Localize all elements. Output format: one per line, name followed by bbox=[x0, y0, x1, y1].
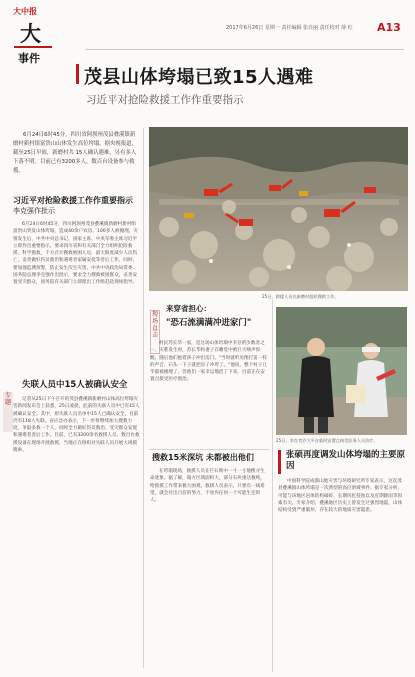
section-accent bbox=[278, 450, 281, 474]
section-title: 搜救15米深坑 未都被出他们 bbox=[152, 453, 254, 462]
photo-caption: 25日，救援人员在新磨村组织搜救工作。 bbox=[262, 294, 339, 299]
side-label: 现场直击 bbox=[150, 310, 160, 354]
section-title: 失联人员中15人被确认安全 bbox=[22, 380, 128, 390]
section-title: 习近平对抢险救援工作作重要指示 bbox=[13, 196, 133, 205]
section-body: 在垮塌现场，救援人员在巨石堆中一寸一寸地搜寻生命迹象。据了解，塌方区域面积大，部分石块重达数吨，给救援工作带来极大困难。救援人员表示，只要有一线希望，就会付出百倍的努力，不放弃任何一个可能生还的人。 bbox=[150, 469, 265, 504]
masthead-logo bbox=[10, 4, 54, 84]
section-body: 记者从25日下午召开的茂县叠溪镇新磨村山体高位垮塌灾害新闻发布会上获悉，25日凌晨，此前的失联人员中已有15人被确认安全。其中，原失联人员名单中15人已确认安全，目前仍有118人失联。省应急办表示，下一步将继续加大搜救力度，争取多救一个人，同时全力做好伤员救治、受灾群众安置和遇难者善后工作。目前，已有3200余名救援人员、数百台救援设备在现场开展救援，当地正在组织对失联人员开展大规模搜索。 bbox=[13, 397, 140, 454]
section-rule bbox=[149, 449, 269, 450]
logo-divider bbox=[14, 46, 52, 48]
photo-caption: 25日，幸存者乔大平在临时安置点接受医务人员治疗。 bbox=[276, 438, 378, 443]
column-divider bbox=[272, 300, 273, 672]
page-subheadline: 习近平对抢险救援工作作重要指示 bbox=[86, 94, 244, 106]
section-body: 村民苏长华一家，是这场山体垮塌中幸存的少数者之一。灾难发生时，苏长华和妻子在睡觉中被巨大响声惊醒，随后他们抱着孩子冲出房门。"当时就听见像打雷一样的声音，石头一下子就把房子冲垮了。"他说，整个村子几乎都被掩埋了，但他们一家幸运地活了下来，目前正在安置点接受医疗救治。 bbox=[150, 341, 267, 383]
section-body: 6月24日6时45分，四川阿坝州茂县叠溪镇新磨村新村组富贵山突发山体垮塌，造成40余户农房、100多人被掩埋。灾情发生后，中共中央总书记、国家主席、中央军委主席习近平立即作出重要指示，要求四川省和有关部门全力组织抢险救援，科学施救，千方百计搜救被困人员，最大限度减少人员伤亡，妥善做好伤员救治和遇难者家属安抚等善后工作。同时，要加强监测预警，防止发生次生灾害。中共中央政治局常委、国务院总理李克强作出批示，要求全力搜救被困群众，妥善安置受灾群众，国务院有关部门立即派出工作组赶赴现场指导。 bbox=[13, 222, 138, 286]
headline-accent bbox=[76, 64, 79, 84]
survivor-photo bbox=[276, 307, 407, 435]
section-subtitle: 李克强作批示 bbox=[13, 207, 55, 215]
section-subtitle: "恐石流满满冲进家门" bbox=[166, 318, 252, 328]
page-number: A13 bbox=[377, 21, 401, 34]
newspaper-name: 大中报 bbox=[13, 7, 37, 16]
side-tag: 专题 bbox=[3, 392, 13, 432]
page-headline: 茂县山体垮塌已致15人遇难 bbox=[84, 67, 314, 88]
page-meta: 2017年6月26日 星期一 责任编辑 张亮丽 责任校对 薛 红 bbox=[226, 25, 353, 31]
header-rule bbox=[86, 49, 404, 50]
section-body: 中国科学院成都山地灾害与环境研究所专家表示，这次茂县叠溪镇山体垮塌是一次典型的高位滑坡事件。据专家分析，可能与该地区岩体结构破碎、长期风化侵蚀以及近期降雨等因素有关。专家介绍，叠溪地区历史上曾发生过强烈地震，山体结构受到严重破坏，存在较大的地质灾害隐患。 bbox=[278, 479, 403, 514]
section-title: 张硕再度调发山体垮塌的主要原因 bbox=[286, 450, 406, 471]
landslide-illustration bbox=[149, 127, 408, 291]
column-divider bbox=[143, 128, 144, 668]
lead-paragraph: 6月24日6时45分，四川省阿坝州茂县叠溪镇新磨村新村组富贵山山体发生高位垮塌。据央视报道，截至25日早间，新磨村共 15人确认遇难，另有多人下落不明。目前已有3200多人，数百台设备参与救援。 bbox=[13, 132, 137, 174]
section-label-sub: 事件 bbox=[18, 52, 40, 65]
section-label-big: 大 bbox=[20, 21, 41, 46]
survivor-illustration bbox=[276, 307, 407, 435]
rescue-photo bbox=[149, 127, 408, 291]
section-title: 来穿省担心： bbox=[166, 304, 211, 313]
